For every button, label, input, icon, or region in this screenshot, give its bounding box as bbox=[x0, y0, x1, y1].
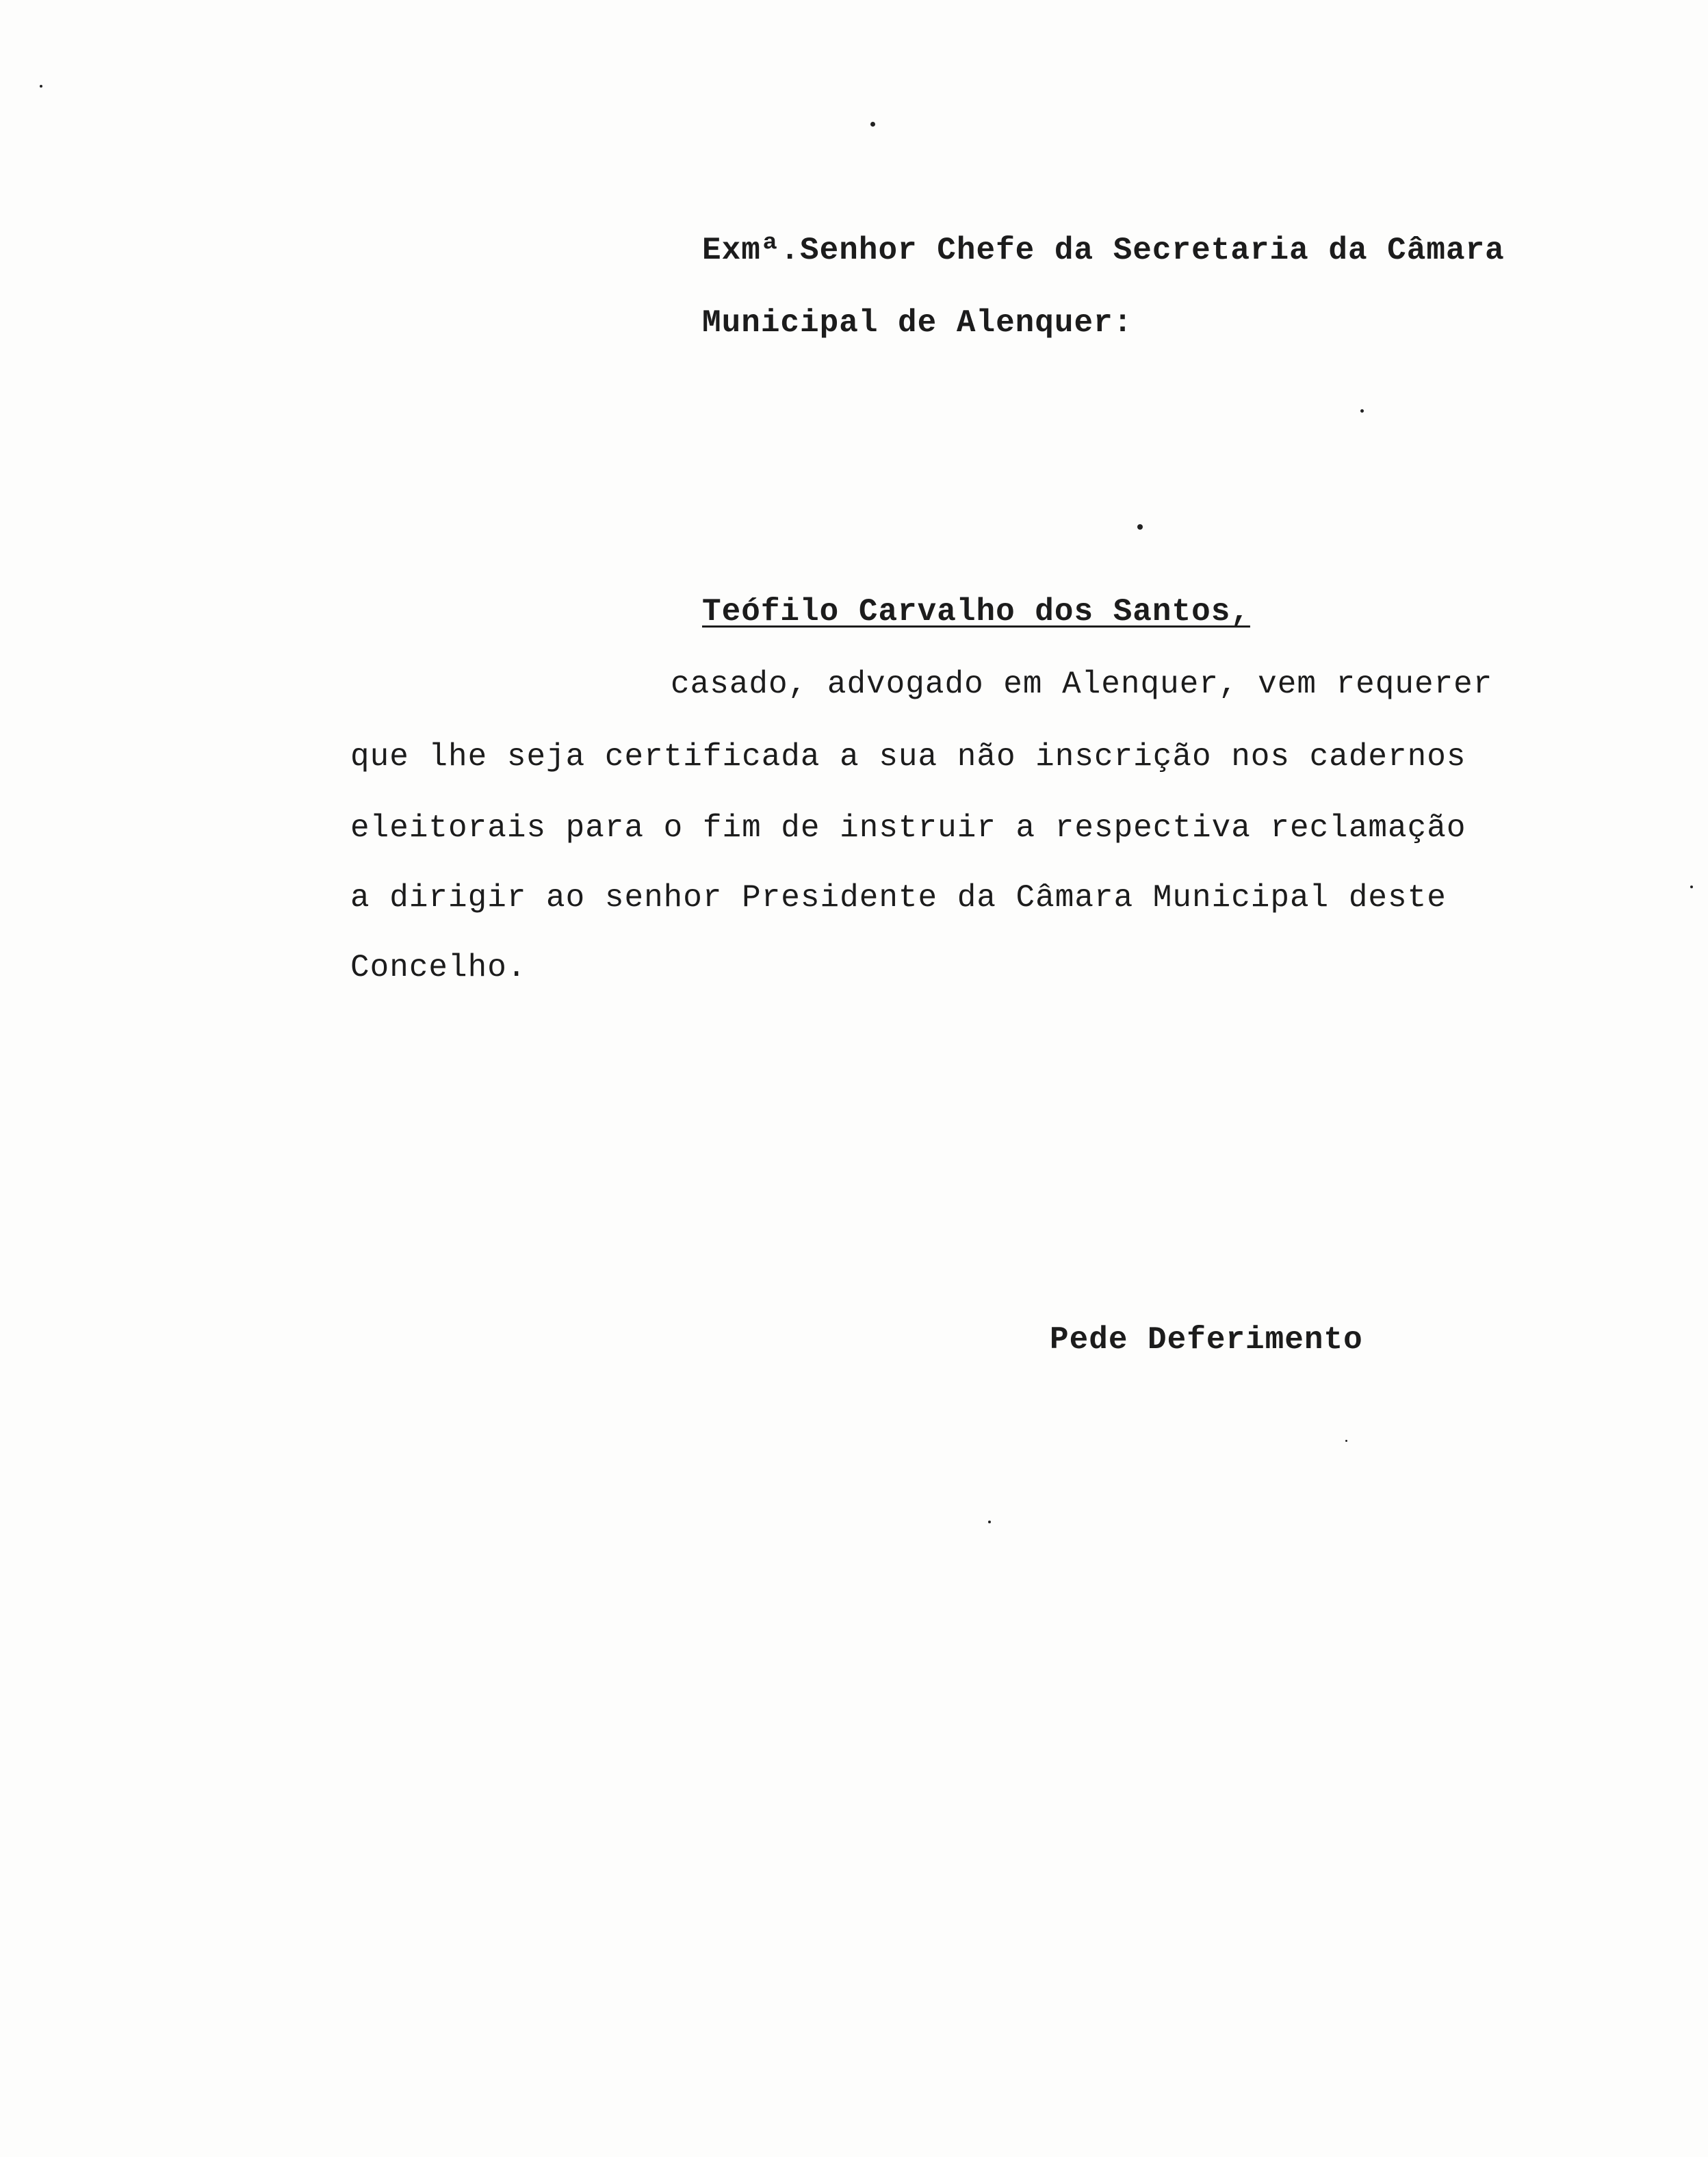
body-line-5: Concelho. bbox=[350, 950, 527, 985]
body-line-2: que lhe seja certificada a sua não inscrição nos cadernos bbox=[350, 739, 1466, 775]
body-line-1: casado, advogado em Alenquer, vem requerer bbox=[671, 667, 1493, 702]
addressee-line-1: Exmª.Senhor Chefe da Secretaria da Câmara bbox=[702, 233, 1505, 268]
scan-speck bbox=[40, 85, 42, 88]
scan-speck bbox=[1345, 1440, 1347, 1442]
body-line-4: a dirigir ao senhor Presidente da Câmara Municipal deste bbox=[350, 880, 1447, 916]
addressee-line-2: Municipal de Alenquer: bbox=[702, 305, 1133, 341]
scan-speck bbox=[1360, 409, 1364, 413]
scan-speck bbox=[1690, 886, 1693, 888]
scan-speck bbox=[870, 122, 875, 127]
scan-speck bbox=[1137, 524, 1143, 530]
body-line-3: eleitorais para o fim de instruir a respectiva reclamação bbox=[350, 810, 1466, 846]
closing-request: Pede Deferimento bbox=[1050, 1322, 1363, 1358]
scan-speck bbox=[988, 1521, 991, 1523]
petitioner-name: Teófilo Carvalho dos Santos, bbox=[702, 594, 1250, 630]
